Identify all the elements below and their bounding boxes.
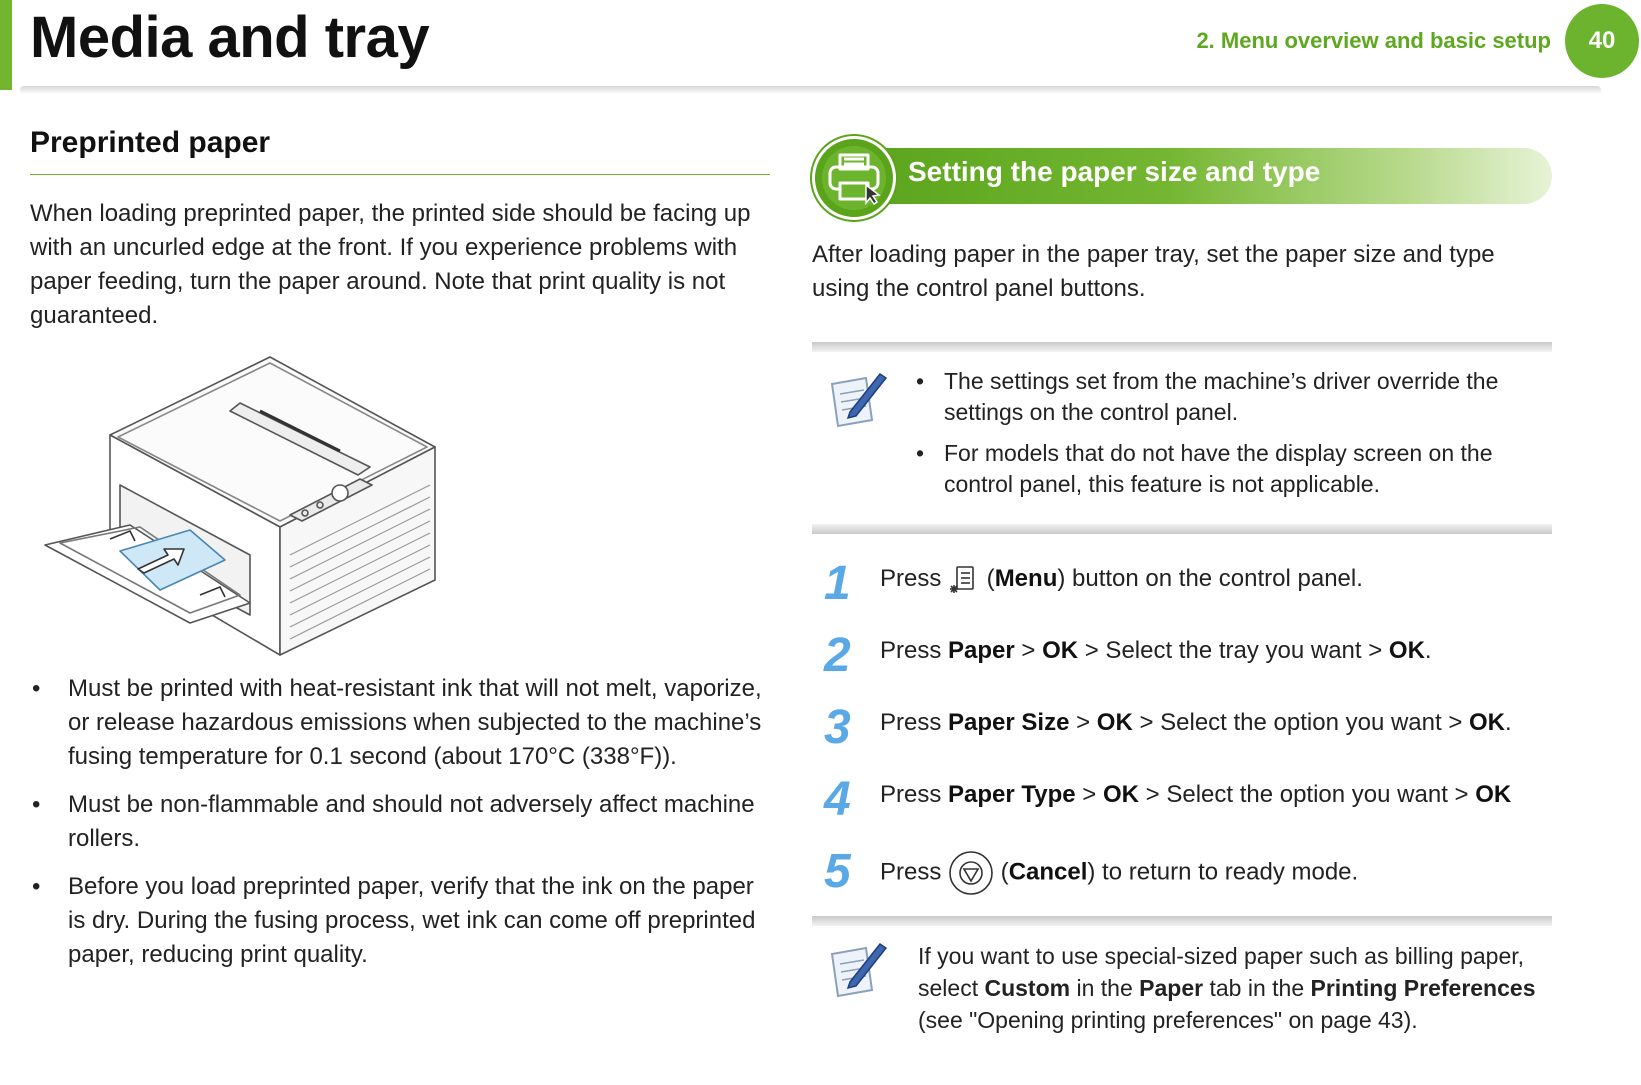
list-item-text: Must be printed with heat-resistant ink that will not melt, vaporize, or release hazardous emissions when subjected to the machine’s fusing temperature for 0.1 second (about 170°C (338°F)). <box>68 675 762 770</box>
list-item <box>30 788 770 856</box>
list-item-text: Before you load preprinted paper, verify that the ink on the paper is dry. During the fusing process, wet ink can come off preprinted paper, reducing print quality. <box>68 873 756 968</box>
step-number: 5 <box>824 845 851 898</box>
intro-paragraph: After loading paper in the paper tray, set the paper size and type using the control panel buttons. <box>812 241 1495 302</box>
note-list <box>916 352 1552 524</box>
chapter-title: 2. Menu overview and basic setup <box>1196 28 1551 53</box>
steps-list <box>812 556 1552 916</box>
bullet-marker: • <box>32 791 41 818</box>
note-pencil-icon <box>826 938 890 1002</box>
step-text: Press Paper Type > OK > Select the option you want > OK <box>880 781 1512 808</box>
note-pencil-icon <box>826 368 890 432</box>
step-text: Press Paper Size > OK > Select the option you want > OK. <box>880 709 1512 736</box>
right-column <box>812 136 1552 1033</box>
list-item <box>30 870 770 972</box>
section-banner <box>812 136 1552 216</box>
step-item <box>812 628 1552 700</box>
bullet-marker: • <box>32 675 41 702</box>
step-item <box>812 772 1552 844</box>
step-text: Press (Menu) button on the control panel. <box>880 562 1363 596</box>
section-title: Preprinted paper <box>30 126 271 159</box>
list-item <box>916 366 1552 428</box>
step-text: Press (Cancel) to return to ready mode. <box>880 850 1358 896</box>
printer-icon <box>826 151 882 205</box>
list-item-text: The settings set from the machine’s driver override the settings on the control panel. <box>944 368 1499 425</box>
banner-title: Setting the paper size and type <box>908 156 1321 187</box>
step-number: 1 <box>824 557 851 610</box>
header-accent-bar <box>0 0 12 90</box>
header-divider <box>20 86 1601 94</box>
list-item <box>30 672 770 774</box>
note-text: If you want to use special-sized paper such as billing paper, select Custom in the Paper tab in the Printing Preferences (see "Opening printing preferences" on page 43). <box>918 943 1536 1033</box>
list-item-text: For models that do not have the display screen on the control panel, this feature is not applicable. <box>944 440 1493 497</box>
page-title: Media and tray <box>30 5 430 70</box>
menu-button-icon <box>948 564 980 596</box>
intro-paragraph: When loading preprinted paper, the printed side should be facing up with an uncurled edge at the front. If you experience problems with paper feeding, turn the paper around. Note that print quality is not guaranteed. <box>30 200 751 329</box>
step-item <box>812 700 1552 772</box>
bullet-list <box>30 672 770 986</box>
step-item <box>812 844 1552 916</box>
cancel-button-icon <box>948 850 994 896</box>
step-item <box>812 556 1552 628</box>
step-number: 3 <box>824 701 851 754</box>
left-column <box>30 120 770 968</box>
list-item <box>916 438 1552 500</box>
note-box <box>812 916 1552 1036</box>
step-number: 4 <box>824 773 851 826</box>
section-divider <box>30 174 770 175</box>
bullet-marker: • <box>916 368 925 394</box>
step-number: 2 <box>824 629 851 682</box>
note-box <box>812 342 1552 534</box>
bullet-marker: • <box>916 440 925 466</box>
page-header <box>0 0 1641 96</box>
printer-illustration <box>40 355 450 665</box>
page-number-badge: 40 <box>1565 4 1639 78</box>
step-text: Press Paper > OK > Select the tray you want > OK. <box>880 637 1432 664</box>
list-item-text: Must be non-flammable and should not adversely affect machine rollers. <box>68 791 755 852</box>
bullet-marker: • <box>32 873 41 900</box>
banner-icon-circle <box>812 136 896 220</box>
